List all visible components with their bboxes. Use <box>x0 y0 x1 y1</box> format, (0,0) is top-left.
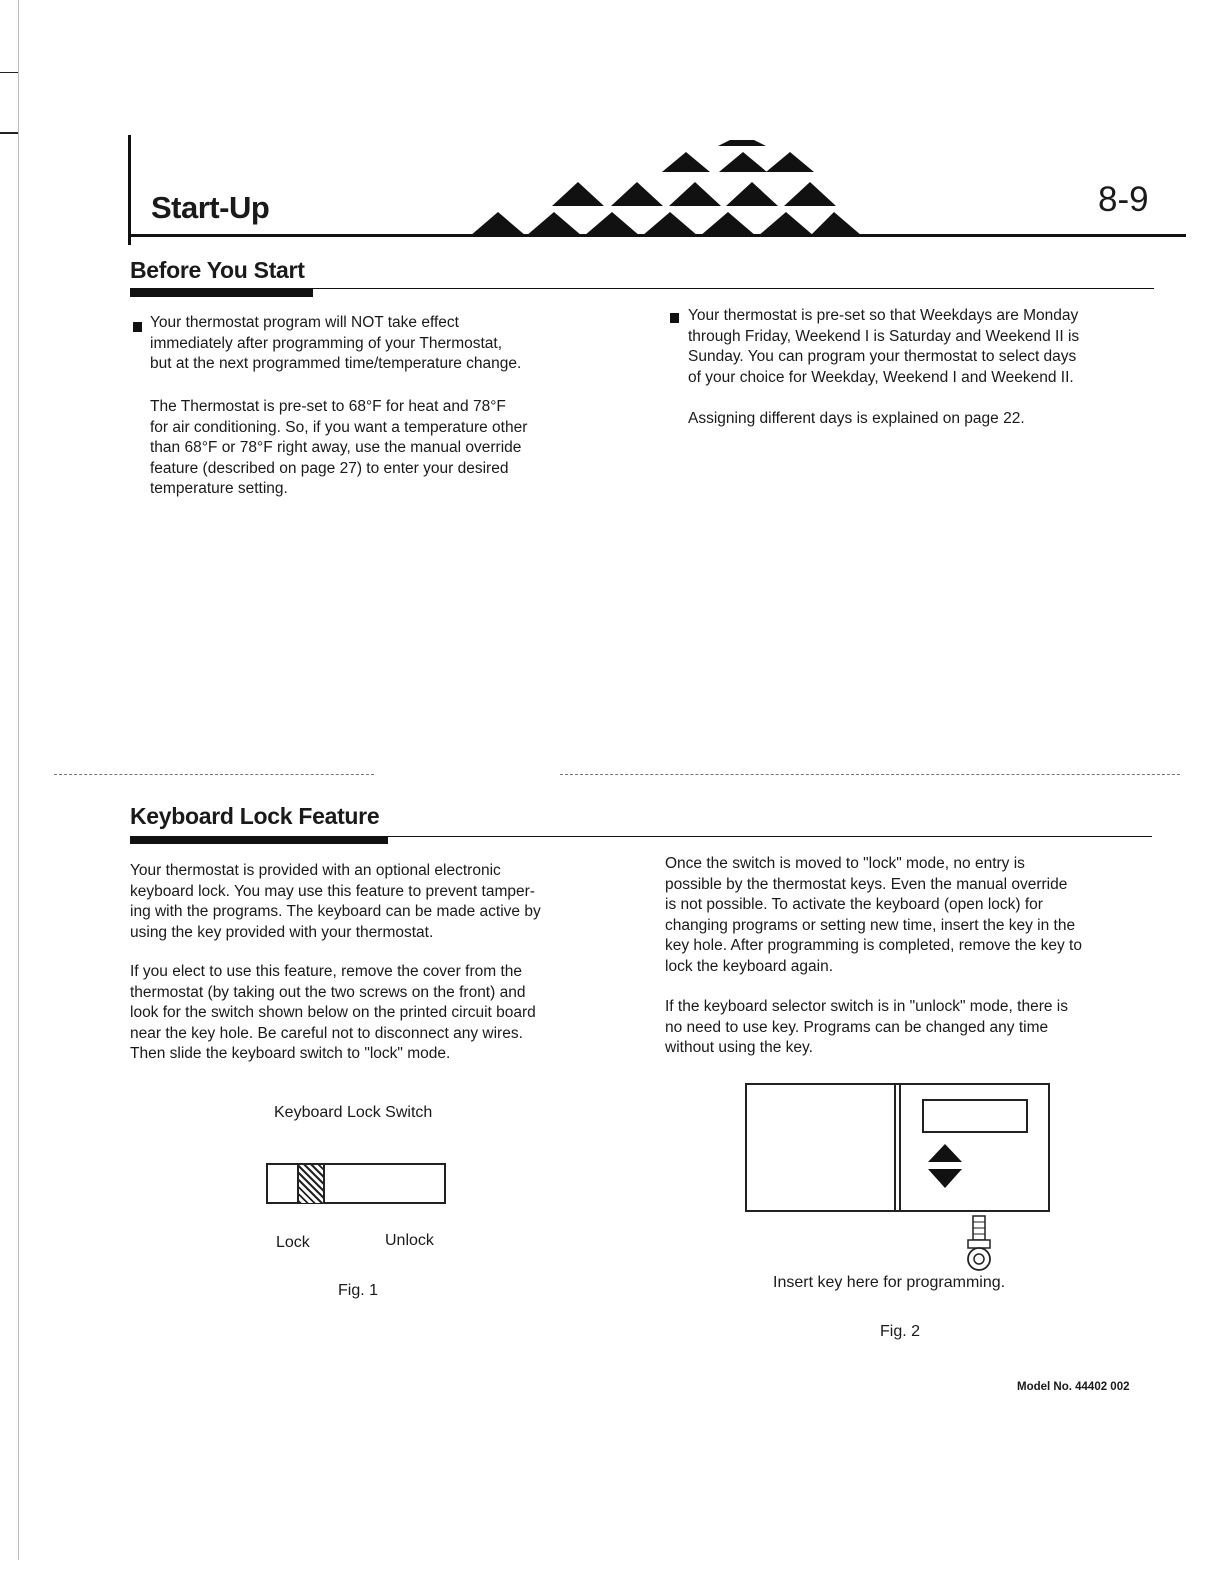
page-edge <box>18 0 19 1560</box>
fig1-caption: Fig. 1 <box>338 1282 379 1299</box>
section-heading-keyboard-lock: Keyboard Lock Feature <box>130 803 380 829</box>
bullet-icon <box>133 322 142 332</box>
triangle-logo <box>466 128 866 240</box>
separator-line <box>54 774 374 776</box>
fig2-caption: Fig. 2 <box>880 1323 921 1340</box>
paragraph-preset-temperature: The Thermostat is pre-set to 68°F for heat and 78°F for air conditioning. So, if you want a temperature other than 68°F or 78°F right away, use the manual override feature (described on page 27) to enter your desired temperature setting. <box>150 398 528 497</box>
switch-slider <box>297 1165 325 1203</box>
key-icon <box>962 1212 996 1274</box>
paragraph-program-timing: Your thermostat program will NOT take effect immediately after programming of your Thermostat, but at the next programmed time/temperature change. <box>150 314 522 372</box>
page-number: 8-9 <box>1098 180 1149 219</box>
fig1-title: Keyboard Lock Switch <box>274 1104 433 1121</box>
paragraph-keyboard-lock-intro: Your thermostat is provided with an optional electronic keyboard lock. You may use this feature to prevent tamper- ing with the programs. The keyboard can be made active by using the key provided with your thermostat. <box>130 862 541 941</box>
paragraph-lock-mode: Once the switch is moved to "lock" mode, no entry is possible by the thermostat keys. Even the manual override is not possible. To activate the keyboard (open lock) for changing programs or setting new time, insert the key in the key hole. After programming is completed, remove the key to lock the keyboard again. <box>665 855 1082 975</box>
lock-label: Lock <box>276 1234 310 1251</box>
up-down-arrow-icon <box>922 1140 968 1192</box>
section-rule-accent <box>130 836 388 844</box>
header-rule <box>128 234 1186 237</box>
separator-line <box>560 774 1180 776</box>
fig2-caption-text: Insert key here for programming. <box>773 1274 1006 1291</box>
section-rule-accent <box>130 289 313 297</box>
section-heading-before-you-start: Before You Start <box>130 257 305 283</box>
paragraph-assigning-days: Assigning different days is explained on page 22. <box>688 410 1025 427</box>
thermostat-divider <box>894 1083 901 1212</box>
thermostat-display <box>922 1099 1028 1133</box>
bullet-icon <box>670 313 679 323</box>
keyboard-lock-switch <box>266 1163 446 1204</box>
unlock-label: Unlock <box>385 1232 434 1249</box>
paragraph-preset-days: Your thermostat is pre-set so that Weekdays are Monday through Friday, Weekend I is Saturday and Weekend II is Sunday. You can program your thermostat to select days of your choice for Weekday, Weekend I and Weekend II. <box>688 307 1080 386</box>
page-title: Start-Up <box>151 190 270 225</box>
header-vertical-bar <box>128 135 131 245</box>
paragraph-keyboard-lock-instructions: If you elect to use this feature, remove the cover from the thermostat (by taking out the two screws on the front) and look for the switch shown below on the printed circuit board near the key hole. Be careful not to disconnect any wires. Then slide the keyboard switch to "lock" mode. <box>130 963 536 1062</box>
paragraph-unlock-mode: If the keyboard selector switch is in "unlock" mode, there is no need to use key. Programs can be changed any time without using the key. <box>665 998 1068 1056</box>
scan-mark <box>0 72 18 73</box>
scan-mark <box>0 132 18 134</box>
model-number: Model No. 44402 002 <box>1017 1381 1130 1393</box>
